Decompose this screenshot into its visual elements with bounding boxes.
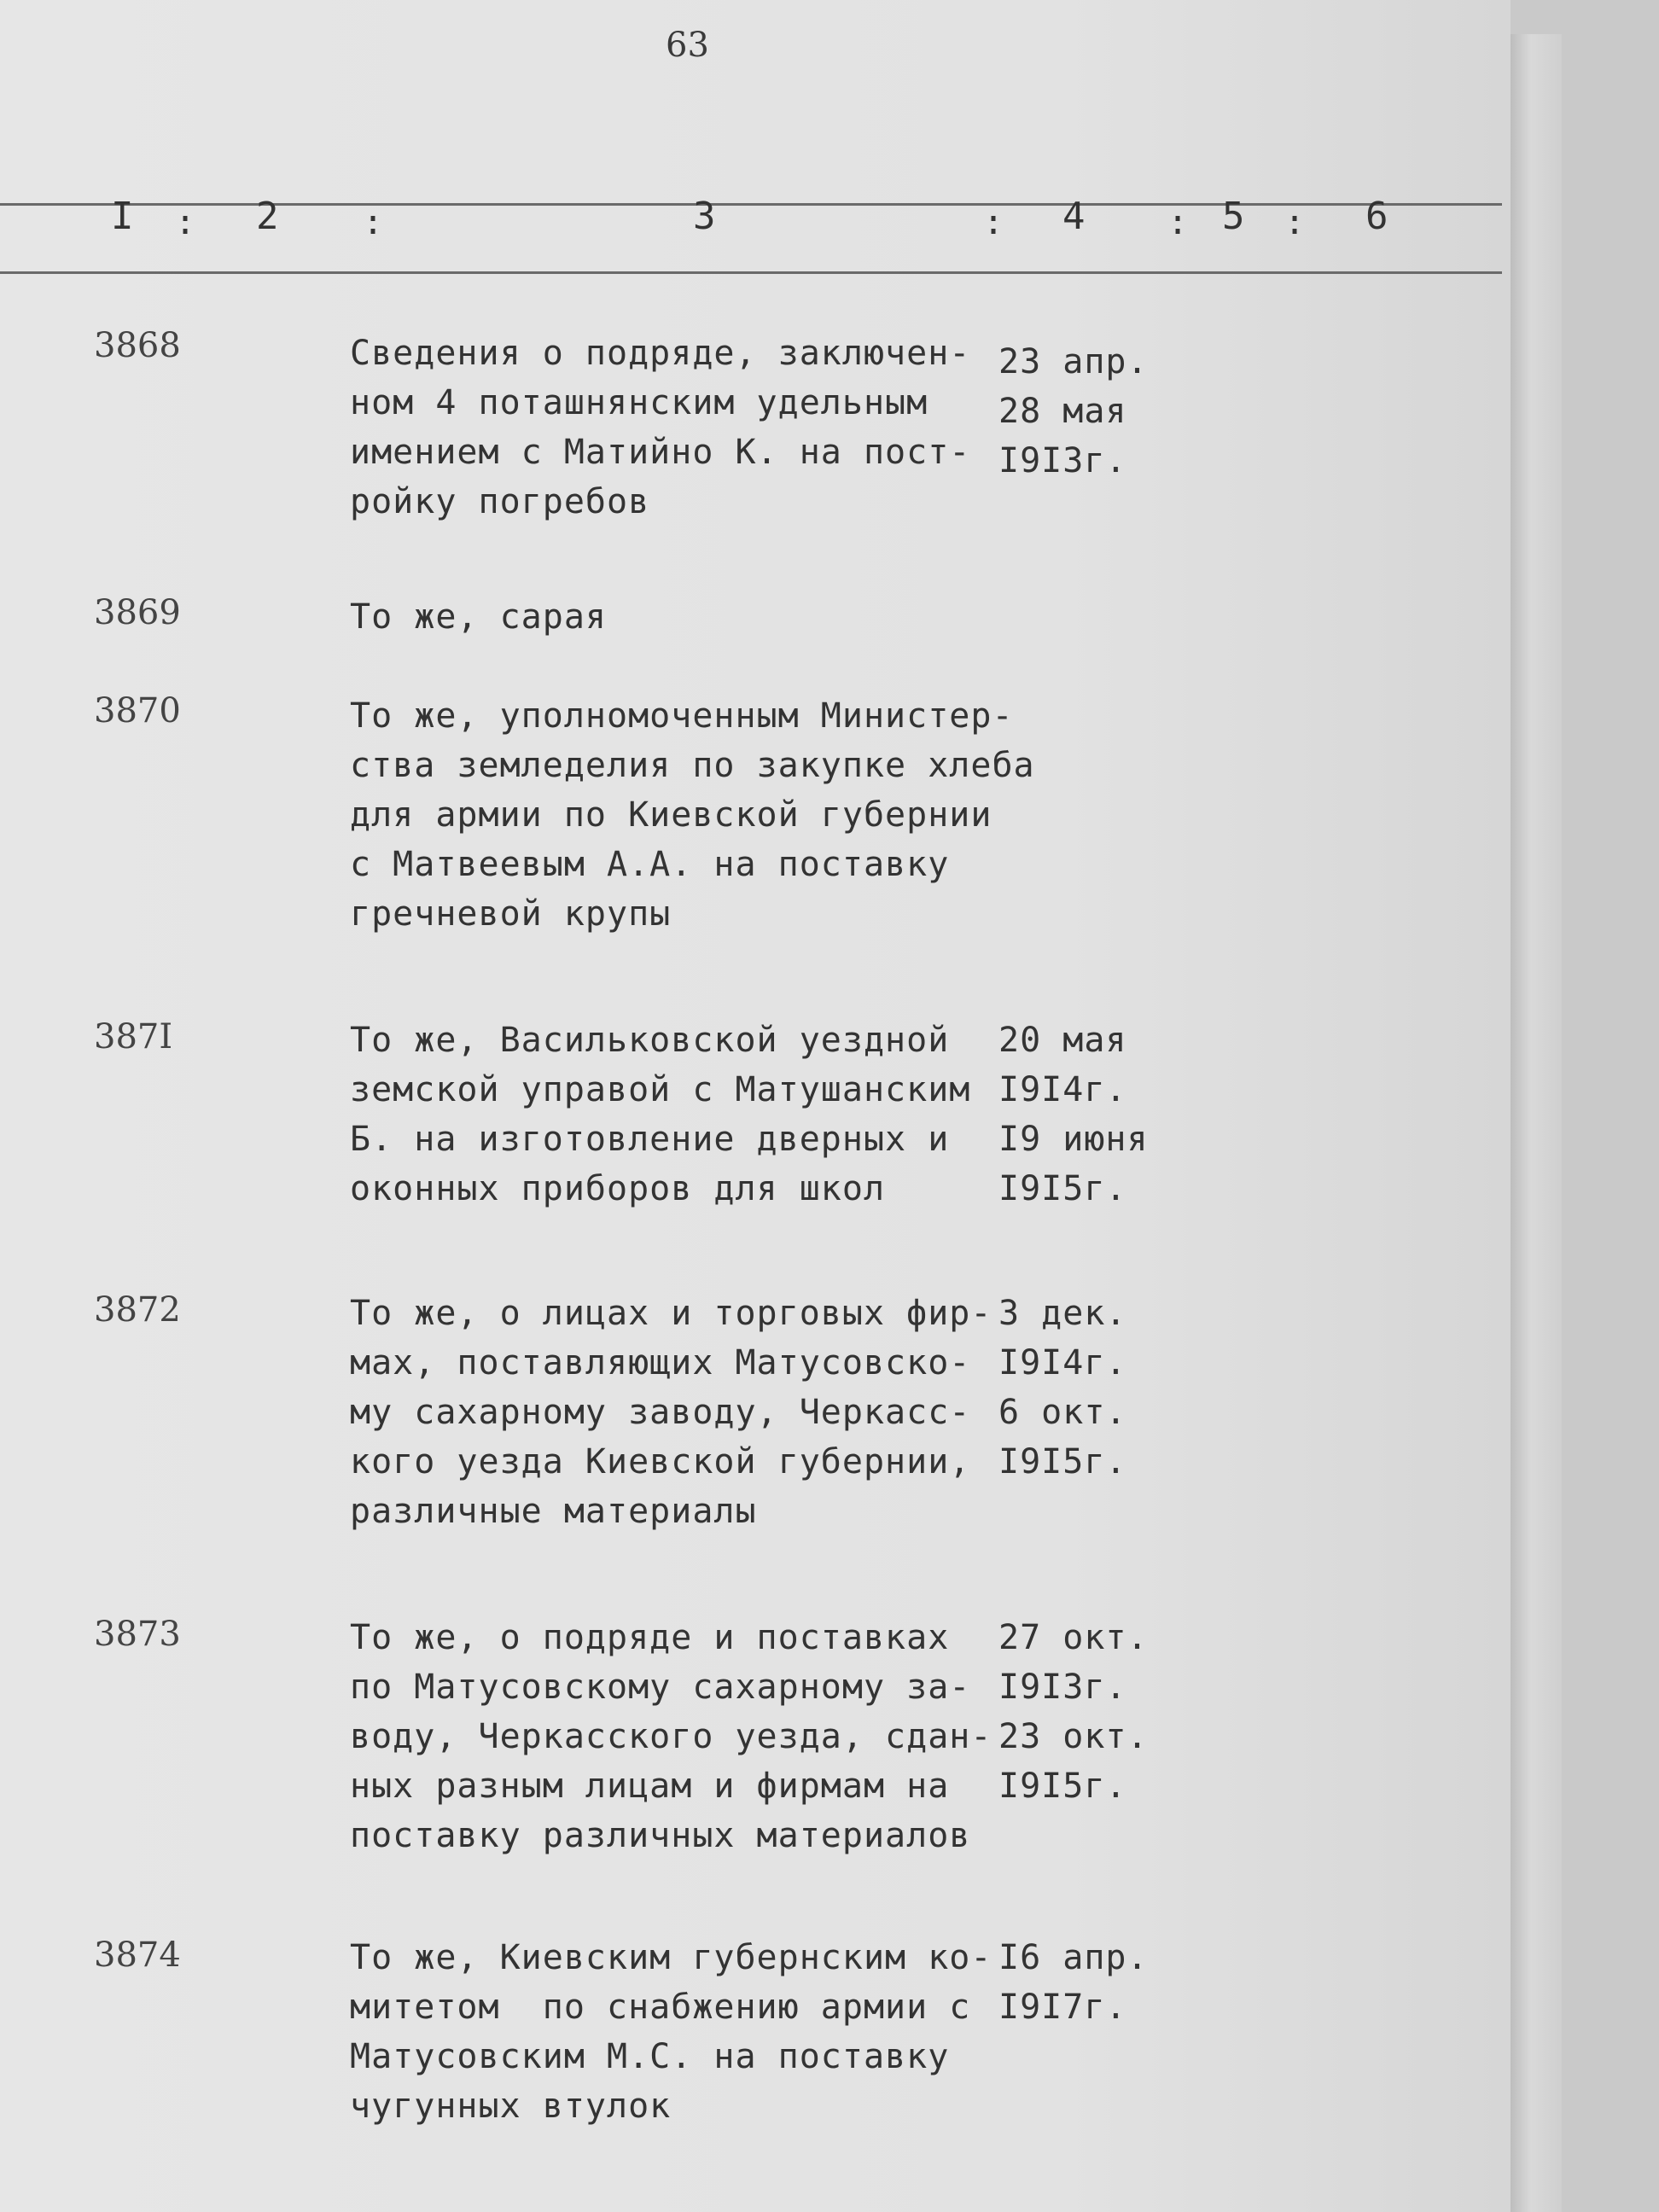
description-line: земской управой с Матушанским: [350, 1070, 971, 1109]
entry-number: 3868: [94, 326, 181, 365]
description-line: по Матусовскому сахарному за-: [350, 1668, 971, 1707]
description-line: с Матвеевым А.А. на поставку: [350, 845, 950, 884]
description-line: Сведения о подряде, заключен-: [350, 334, 971, 373]
date-line: I9 июня: [998, 1120, 1149, 1159]
description-line: чугунных втулок: [350, 2087, 672, 2126]
date-line: 28 мая: [998, 392, 1127, 431]
date-line: I9I3г.: [998, 441, 1127, 480]
description-line: оконных приборов для школ: [350, 1169, 886, 1208]
description-line: митетом по снабжению армии с: [350, 1988, 971, 2027]
column-header-2: 2: [256, 195, 279, 238]
entry-description: [350, 1613, 998, 1860]
entry-number: 387I: [94, 1017, 173, 1057]
column-separator: :: [363, 203, 384, 242]
date-line: I9I4г.: [998, 1343, 1127, 1382]
date-line: I9I7г.: [998, 1988, 1127, 2027]
entry-description: [350, 1016, 998, 1214]
description-line: То же, уполномоченным Министер-: [350, 696, 1014, 736]
date-line: 23 окт.: [998, 1717, 1149, 1756]
description-line: различные материалы: [350, 1492, 757, 1531]
column-separator: :: [175, 203, 196, 242]
date-line: I6 апр.: [998, 1938, 1149, 1977]
entry-number: 3874: [94, 1936, 181, 1975]
description-line: гречневой крупы: [350, 894, 672, 934]
description-line: То же, о подряде и поставках: [350, 1618, 950, 1657]
entry-dates: [998, 1933, 1186, 2032]
description-line: кого уезда Киевской губернии,: [350, 1442, 971, 1481]
column-separator: :: [1167, 203, 1189, 242]
description-line: мах, поставляющих Матусовско-: [350, 1343, 971, 1382]
date-line: 6 окт.: [998, 1393, 1127, 1432]
description-line: То же, Васильковской уездной: [350, 1021, 950, 1060]
date-line: I9I3г.: [998, 1668, 1127, 1707]
entry-dates: [998, 1016, 1186, 1214]
date-line: 3 дек.: [998, 1294, 1127, 1333]
description-line: ных разным лицам и фирмам на: [350, 1767, 950, 1806]
entry-description: [350, 329, 998, 527]
entry-number: 3873: [94, 1615, 181, 1654]
description-line: для армии по Киевской губернии: [350, 795, 992, 835]
entry-number: 3870: [94, 691, 181, 731]
entry-description: [350, 691, 1035, 939]
date-line: I9I5г.: [998, 1767, 1127, 1806]
date-line: 27 окт.: [998, 1618, 1149, 1657]
description-line: поставку различных материалов: [350, 1816, 971, 1855]
column-separator: :: [983, 203, 1004, 242]
column-header-5: 5: [1222, 195, 1245, 238]
description-line: му сахарному заводу, Черкасс-: [350, 1393, 971, 1432]
header-rule-bottom: [0, 271, 1502, 274]
date-line: 23 апр.: [998, 342, 1149, 381]
page-stack-edge: [1511, 34, 1562, 2212]
entry-description: [350, 592, 998, 642]
date-line: I9I5г.: [998, 1442, 1127, 1481]
description-line: Б. на изготовление дверных и: [350, 1120, 950, 1159]
column-header-3: 3: [693, 195, 716, 238]
entry-number: 3872: [94, 1290, 181, 1330]
column-separator: :: [1284, 203, 1306, 242]
description-line: То же, о лицах и торговых фир-: [350, 1294, 992, 1333]
description-line: То же, Киевским губернским ко-: [350, 1938, 992, 1977]
date-line: 20 мая: [998, 1021, 1127, 1060]
description-line: То же, сарая: [350, 597, 607, 637]
entry-number: 3869: [94, 593, 181, 632]
description-line: воду, Черкасского уезда, сдан-: [350, 1717, 992, 1756]
entry-description: [350, 1289, 998, 1536]
date-line: I9I4г.: [998, 1070, 1127, 1109]
description-line: ства земледелия по закупке хлеба: [350, 746, 1035, 785]
date-line: I9I5г.: [998, 1169, 1127, 1208]
description-line: ройку погребов: [350, 482, 650, 521]
column-header-6: 6: [1365, 195, 1388, 238]
entry-dates: [998, 1613, 1186, 1811]
entry-dates: [998, 337, 1186, 486]
description-line: ном 4 поташнянским удельным: [350, 383, 928, 422]
entry-dates: [998, 1289, 1186, 1487]
column-header-1: I: [111, 195, 134, 238]
header-rule-top: [0, 203, 1502, 206]
page-number: 63: [666, 26, 709, 65]
description-line: Матусовским М.С. на поставку: [350, 2037, 950, 2076]
column-header-4: 4: [1062, 195, 1086, 238]
entry-description: [350, 1933, 998, 2131]
description-line: имением с Матийно К. на пост-: [350, 433, 971, 472]
